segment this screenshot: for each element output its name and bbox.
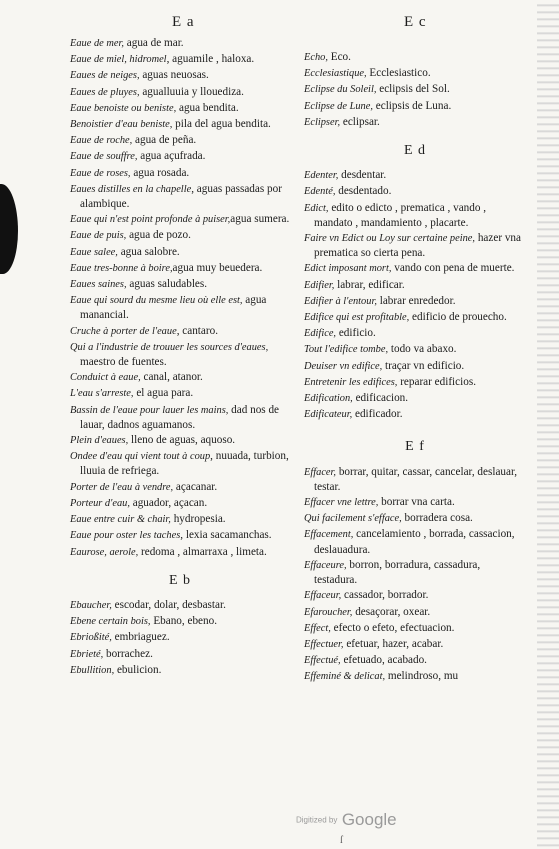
dictionary-entry: [70, 340, 290, 369]
headword: Eaurose, aerole,: [70, 546, 139, 558]
headword: Echo,: [304, 52, 328, 63]
translation: melindroso, mu: [385, 670, 459, 683]
dictionary-entry: [70, 293, 290, 322]
headword: Eclipse du Soleil,: [304, 84, 377, 96]
headword: Eaue qui n'est point profonde à puiser,: [70, 214, 231, 226]
dictionary-entry: [70, 277, 290, 292]
dictionary-entry: [304, 558, 526, 587]
translation: eclipsis de Luna.: [372, 99, 452, 112]
translation: dad nos de lauar, dadnos aguamanos.: [80, 403, 280, 431]
dictionary-entry: [70, 85, 290, 100]
dictionary-entry: [70, 117, 290, 132]
translation: lleno de aguas, aquoso.: [128, 434, 236, 447]
translation: redoma , almarraxa , limeta.: [138, 545, 267, 558]
dictionary-entry: [70, 245, 290, 260]
translation: desdentado.: [335, 185, 392, 198]
translation: agua de mar.: [123, 37, 184, 49]
dictionary-entry: [304, 326, 526, 341]
translation: agua muy beuedera.: [172, 261, 263, 274]
dictionary-entry: [70, 496, 290, 511]
headword: Porteur d'eau,: [70, 497, 130, 509]
headword: Ebullition,: [70, 664, 115, 676]
headword: Eaue de miel, hidromel: [70, 54, 167, 66]
headword: Effacer,: [304, 466, 337, 478]
translation: agua de pozo.: [126, 229, 191, 242]
dictionary-entry: [304, 588, 526, 603]
headword: Edenter,: [304, 170, 339, 182]
translation: , aguas passadas por alambique.: [80, 182, 282, 211]
translation: , lexia sacamanchas.: [180, 529, 272, 542]
translation: efetuado, acabado.: [340, 654, 427, 667]
translation: edificio.: [336, 327, 376, 340]
headword: Effaceure,: [304, 559, 347, 571]
running-head-left: E a: [172, 14, 195, 30]
translation: escodar, dolar, desbastar.: [111, 598, 226, 611]
headword: Benoistier d'eau beniste,: [70, 119, 173, 131]
dictionary-entry: [70, 182, 290, 211]
translation: borron, borradura, cassadura, testadura.: [314, 558, 481, 587]
dictionary-entry: [70, 647, 290, 662]
headword: Efaroucher,: [304, 606, 353, 618]
dictionary-entry: [70, 386, 290, 401]
headword: Eaue de mer,: [70, 38, 124, 49]
headword: Eaue de puis,: [70, 230, 127, 242]
translation: agua salobre.: [117, 245, 180, 258]
headword: Eaue salee,: [70, 246, 118, 258]
dictionary-entry: [70, 528, 290, 543]
dictionary-entry: [304, 391, 526, 406]
translation: embriaguez.: [111, 631, 170, 644]
headword: Qui facilement s'efface,: [304, 513, 402, 525]
translation: , aguamile , haloxa.: [166, 53, 255, 66]
headword: Eaues de pluyes,: [70, 86, 140, 98]
headword: Edificateur,: [304, 409, 353, 421]
stray-mark: ſ: [340, 835, 343, 846]
translation: edito o edicto , prematica , vando , mandato , mandamiento , placarte.: [314, 201, 487, 229]
translation: edificacion.: [352, 392, 409, 405]
headword: Ebrieté,: [70, 648, 104, 660]
dictionary-entry: [304, 511, 526, 526]
dictionary-entry: [304, 231, 526, 260]
headword: Qui a l'industrie de trouuer les sources d'eaues,: [70, 341, 269, 353]
dictionary-entry: [70, 403, 290, 432]
dictionary-entry: [304, 465, 526, 494]
dictionary-entry: [70, 512, 290, 527]
headword: Eaue entre cuir & chair,: [70, 514, 171, 526]
page-edge: [537, 0, 559, 849]
translation: Ecclesiastico.: [366, 67, 431, 80]
dictionary-entry: [70, 545, 290, 560]
dictionary-entry: [70, 480, 290, 495]
headword: Conduict à eaue,: [70, 372, 141, 384]
headword: Ecclesiastique,: [304, 68, 367, 80]
dictionary-entry: [304, 653, 526, 668]
translation: agua de peña.: [132, 134, 197, 147]
translation: efetuar, hazer, acabar.: [343, 637, 444, 650]
translation: el agua para.: [133, 387, 194, 400]
dictionary-entry: [304, 50, 526, 65]
dictionary-entry: [304, 99, 526, 114]
headword: Eclipser,: [304, 116, 341, 128]
headword: Effacement,: [304, 529, 354, 541]
dictionary-entry: [304, 407, 526, 422]
translation: aguas neuosas.: [139, 69, 209, 82]
right-column: [304, 50, 526, 686]
dictionary-entry: [70, 324, 290, 339]
google-logo-text: Google: [341, 810, 397, 829]
headword: Eaue de roche,: [70, 135, 133, 147]
entries-ea: [70, 36, 290, 560]
headword: Edict,: [304, 202, 329, 214]
section-heading-eb: E b: [168, 572, 192, 588]
translation: borrar vna carta.: [378, 496, 455, 509]
translation: hazer vna prematica so cierta pena.: [314, 232, 521, 260]
dictionary-entry: [70, 228, 290, 243]
dictionary-entry: [70, 614, 290, 629]
headword: L'eau s'arreste,: [70, 388, 134, 400]
dictionary-entry: [304, 342, 526, 357]
section-heading-ef: E f: [405, 439, 425, 455]
dictionary-entry: [304, 621, 526, 636]
dictionary-entry: [70, 101, 290, 116]
translation: borrar, quitar, cassar, cancelar, deslauar, testar.: [314, 465, 518, 493]
headword: Edict imposant mort,: [304, 263, 392, 275]
headword: Edenté,: [304, 186, 336, 198]
dictionary-entry: [304, 115, 526, 130]
headword: Eaue benoiste ou beniste,: [70, 102, 177, 114]
translation: efecto o efeto, efectuacion.: [330, 621, 455, 634]
dictionary-entry: [304, 294, 526, 309]
translation: agua rosada.: [130, 166, 190, 179]
dictionary-entry: [70, 433, 290, 448]
dictionary-entry: [70, 52, 290, 67]
dictionary-entry: [70, 166, 290, 181]
dictionary-entry: [70, 598, 290, 613]
translation: maestro de fuentes.: [80, 356, 167, 369]
dictionary-entry: [304, 359, 526, 374]
left-column: [70, 36, 290, 679]
headword: Eaue de souffre,: [70, 151, 138, 163]
entries-ef: [304, 465, 526, 685]
headword: Eaue de roses,: [70, 167, 131, 179]
digitized-label: Digitized by: [296, 815, 338, 825]
translation: agua sumera.: [230, 213, 290, 226]
headword: Effaceur,: [304, 590, 342, 602]
headword: Edification,: [304, 393, 353, 405]
headword: Effacer vne lettre,: [304, 497, 379, 509]
dictionary-entry: [304, 66, 526, 81]
dictionary-entry: [70, 212, 290, 227]
headword: Cruche à porter de l'eaue: [70, 325, 177, 337]
translation: Eco.: [327, 51, 351, 63]
translation: agua manancial.: [80, 294, 267, 322]
dictionary-entry: [304, 605, 526, 620]
dictionary-entry: [304, 527, 526, 556]
entries-ed: [304, 168, 526, 422]
headword: Effectuer,: [304, 638, 344, 650]
dictionary-entry: [70, 370, 290, 385]
ink-blot: [0, 184, 18, 274]
dictionary-entry: [70, 68, 290, 83]
dictionary-entry: [304, 82, 526, 97]
translation: hydropesia.: [170, 513, 226, 526]
headword: Porter de l'eau à vendre,: [70, 481, 174, 493]
translation: cassador, borrador.: [341, 589, 429, 602]
dictionary-entry: [304, 310, 526, 325]
dictionary-entry: [304, 669, 526, 684]
translation: agua bendita.: [176, 101, 239, 114]
headword: Edifice,: [304, 328, 337, 340]
dictionary-entry: [70, 449, 290, 478]
dictionary-entry: [70, 133, 290, 148]
headword: Eclipse de Lune,: [304, 100, 373, 112]
entries-eb: [70, 598, 290, 678]
dictionary-entry: [304, 495, 526, 510]
translation: labrar enrededor.: [376, 294, 456, 307]
headword: Entretenir les edifices,: [304, 376, 398, 388]
headword: Ebene certain bois,: [70, 616, 151, 628]
entries-ec: [304, 50, 526, 130]
translation: pila del agua bendita.: [172, 118, 271, 131]
translation: edificador.: [352, 408, 403, 421]
headword: Eaues saines,: [70, 279, 127, 291]
translation: aguas saludables.: [126, 278, 208, 291]
headword: Effect,: [304, 622, 331, 634]
translation: desdentar.: [338, 169, 387, 182]
translation: ebulicion.: [114, 663, 162, 676]
headword: Bassin de l'eaue pour lauer les mains,: [70, 404, 229, 416]
dictionary-entry: [304, 375, 526, 390]
translation: edificio de prouecho.: [409, 311, 507, 324]
translation: desaçorar, oxear.: [352, 605, 431, 618]
dictionary-entry: [70, 149, 290, 164]
translation: Ebano, ebeno.: [150, 615, 217, 628]
dictionary-entry: [70, 36, 290, 51]
translation: agualluuia y llouediza.: [139, 85, 244, 98]
digitized-by-google-watermark: [296, 810, 397, 830]
headword: Plein d'eaues,: [70, 435, 129, 447]
dictionary-entry: [304, 168, 526, 183]
translation: vando con pena de muerte.: [391, 262, 515, 275]
translation: agua açufrada.: [137, 150, 206, 163]
headword: Eaue tres-bonne à boire,: [70, 262, 173, 274]
headword: Ebaucher,: [70, 599, 112, 611]
translation: cancelamiento , borrada, cassacion, deslauadura.: [314, 528, 515, 556]
headword: Edifier,: [304, 279, 335, 291]
translation: eclipsar.: [340, 115, 380, 128]
translation: borrachez.: [103, 647, 153, 660]
translation: , nuuada, turbion, lluuia de refriega.: [80, 450, 289, 478]
dictionary-entry: [70, 630, 290, 645]
headword: Eaue qui sourd du mesme lieu où elle est,: [70, 295, 243, 307]
headword: Edifice qui est profitable,: [304, 312, 410, 324]
translation: reparar edificios.: [397, 375, 476, 388]
headword: Eaue pour oster les taches: [70, 530, 181, 542]
translation: aguador, açacan.: [129, 496, 208, 509]
headword: Eaues de neiges,: [70, 70, 140, 82]
headword: Deuiser vn edifice,: [304, 360, 383, 372]
headword: Eaues distilles en la chapelle: [70, 183, 192, 195]
translation: traçar vn edificio.: [382, 359, 465, 372]
headword: Effectué,: [304, 655, 341, 667]
translation: todo va abaxo.: [388, 343, 457, 356]
headword: Faire vn Edict ou Loy sur certaine peine,: [304, 233, 476, 245]
translation: borradera cosa.: [401, 512, 473, 525]
translation: eclipsis del Sol.: [376, 83, 450, 96]
headword: Ondee d'eau qui vient tout à coup: [70, 451, 211, 463]
headword: Tout l'edifice tombe,: [304, 344, 389, 356]
dictionary-entry: [304, 201, 526, 230]
dictionary-entry: [70, 261, 290, 276]
dictionary-entry: [304, 261, 526, 276]
translation: açacanar.: [173, 480, 218, 493]
translation: , cantaro.: [176, 324, 218, 337]
dictionary-entry: [304, 278, 526, 293]
headword: Edifier à l'entour,: [304, 295, 377, 307]
dictionary-entry: [304, 184, 526, 199]
headword: Ebrioßité,: [70, 632, 112, 644]
dictionary-entry: [70, 663, 290, 678]
translation: labrar, edificar.: [334, 278, 405, 291]
running-head-right: E c: [404, 14, 427, 30]
headword: Effeminé & delicat,: [304, 671, 386, 683]
section-heading-ed: E d: [403, 143, 427, 159]
dictionary-entry: [304, 637, 526, 652]
translation: canal, atanor.: [140, 371, 203, 384]
